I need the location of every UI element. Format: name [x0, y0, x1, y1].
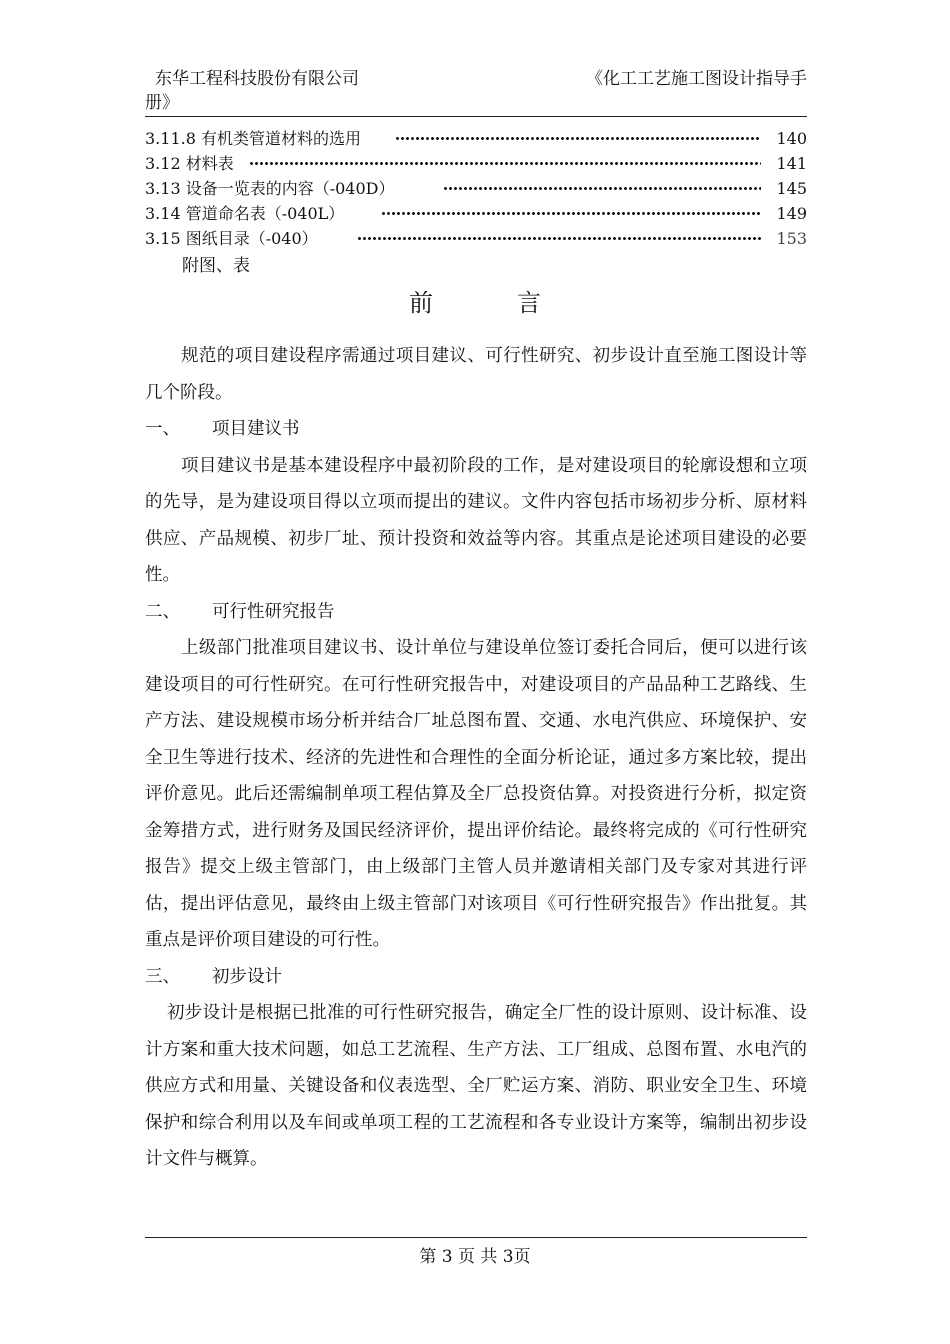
section-title-3	[145, 959, 807, 996]
toc-leader	[249, 162, 761, 165]
toc-subitem: 附图、表	[182, 256, 250, 276]
footer-rule	[145, 1237, 807, 1238]
section-paragraph-1: 项目建议书是基本建设程序中最初阶段的工作，是对建设项目的轮廓设想和立项的先导，是为建设项目得以立项而提出的建议。文件内容包括市场初步分析、原材料供应、产品规模、初步厂址、预计投资和效益等内容。其重点是论述项目建设的必要性。	[145, 455, 807, 585]
section-title: 初步设计	[212, 966, 282, 987]
header-doc-title-wrap: 册》	[145, 93, 179, 113]
toc-entry[interactable]	[145, 176, 807, 201]
toc-entry-page: 140	[776, 129, 807, 148]
toc-entry-title: 3.14 管道命名表（-040L）	[145, 201, 350, 226]
heading-char-2: 言	[517, 289, 541, 317]
toc-entry[interactable]	[145, 151, 807, 176]
section-title: 可行性研究报告	[212, 601, 335, 622]
section-title: 项目建议书	[212, 419, 300, 439]
section-paragraph-2: 上级部门批准项目建议书、设计单位与建设单位签订委托合同后，便可以进行该建设项目的可行性研究。在可行性研究报告中，对建设项目的产品品种工艺路线、生产方法、建设规模市场分析并结合厂址总图布置、交通、水电汽供应、环境保护、安全卫生等进行技术、经济的先进性和合理性的全面分析论证，通过多方案比较，提出评价意见。此后还需编制单项工程估算及全厂总投资估算。对投资进行分析，拟定资金筹措方式，进行财务及国民经济评价，提出评价结论。最终将完成的《可行性研究报告》提交上级主管部门，由上级部门主管人员并邀请相关部门及专家对其进行评估，提出评估意见，最终由上级主管部门对该项目《可行性研究报告》作出批复。其重点是评价项目建设的可行性。	[145, 638, 807, 950]
toc-entry[interactable]	[145, 201, 807, 226]
page-footer: 第 3 页 共 3页	[419, 1247, 531, 1267]
page-header	[145, 66, 807, 116]
toc-entry-title: 3.11.8 有机类管道材料的选用	[145, 126, 367, 151]
header-company: 东华工程科技股份有限公司	[155, 69, 359, 89]
toc-leader	[443, 187, 761, 190]
toc-entry-title: 3.13 设备一览表的内容（-040D）	[145, 176, 401, 201]
toc-leader	[395, 137, 761, 140]
toc-entry-page: 145	[776, 179, 807, 198]
section-paragraph-3: 初步设计是根据已批准的可行性研究报告，确定全厂性的设计原则、设计标准、设计方案和重大技术问题，如总工艺流程、生产方法、工厂组成、总图布置、水电汽的供应方式和用量、关键设备和仪表选型、全厂贮运方案、消防、职业安全卫生、环境保护和综合利用以及车间或单项工程的工艺流程和各专业设计方案等，编制出初步设计文件与概算。	[145, 1003, 807, 1169]
header-rule	[145, 116, 807, 117]
section-heading	[0, 283, 950, 318]
toc-entry[interactable]	[145, 126, 807, 151]
heading-char-1: 前	[409, 289, 433, 317]
toc-entry[interactable]	[145, 226, 807, 251]
section-title-1	[145, 411, 807, 448]
toc-entry-title: 3.15 图纸目录（-040）	[145, 226, 324, 251]
section-number: 二、	[145, 601, 180, 622]
header-doc-title: 《化工工艺施工图设计指导手	[586, 69, 807, 89]
table-of-contents	[145, 126, 807, 251]
toc-entry-title: 3.12 材料表	[145, 151, 240, 176]
toc-entry-page: 141	[776, 154, 807, 173]
toc-leader	[381, 212, 761, 215]
toc-leader	[357, 237, 761, 240]
toc-entry-page: 153	[776, 229, 807, 248]
section-number: 三、	[145, 966, 180, 987]
toc-entry-page: 149	[776, 204, 807, 223]
intro-paragraph: 规范的项目建设程序需通过项目建议、可行性研究、初步设计直至施工图设计等几个阶段。	[145, 346, 807, 403]
body-text	[145, 338, 807, 1178]
section-number: 一、	[145, 419, 180, 439]
section-title-2	[145, 594, 807, 631]
